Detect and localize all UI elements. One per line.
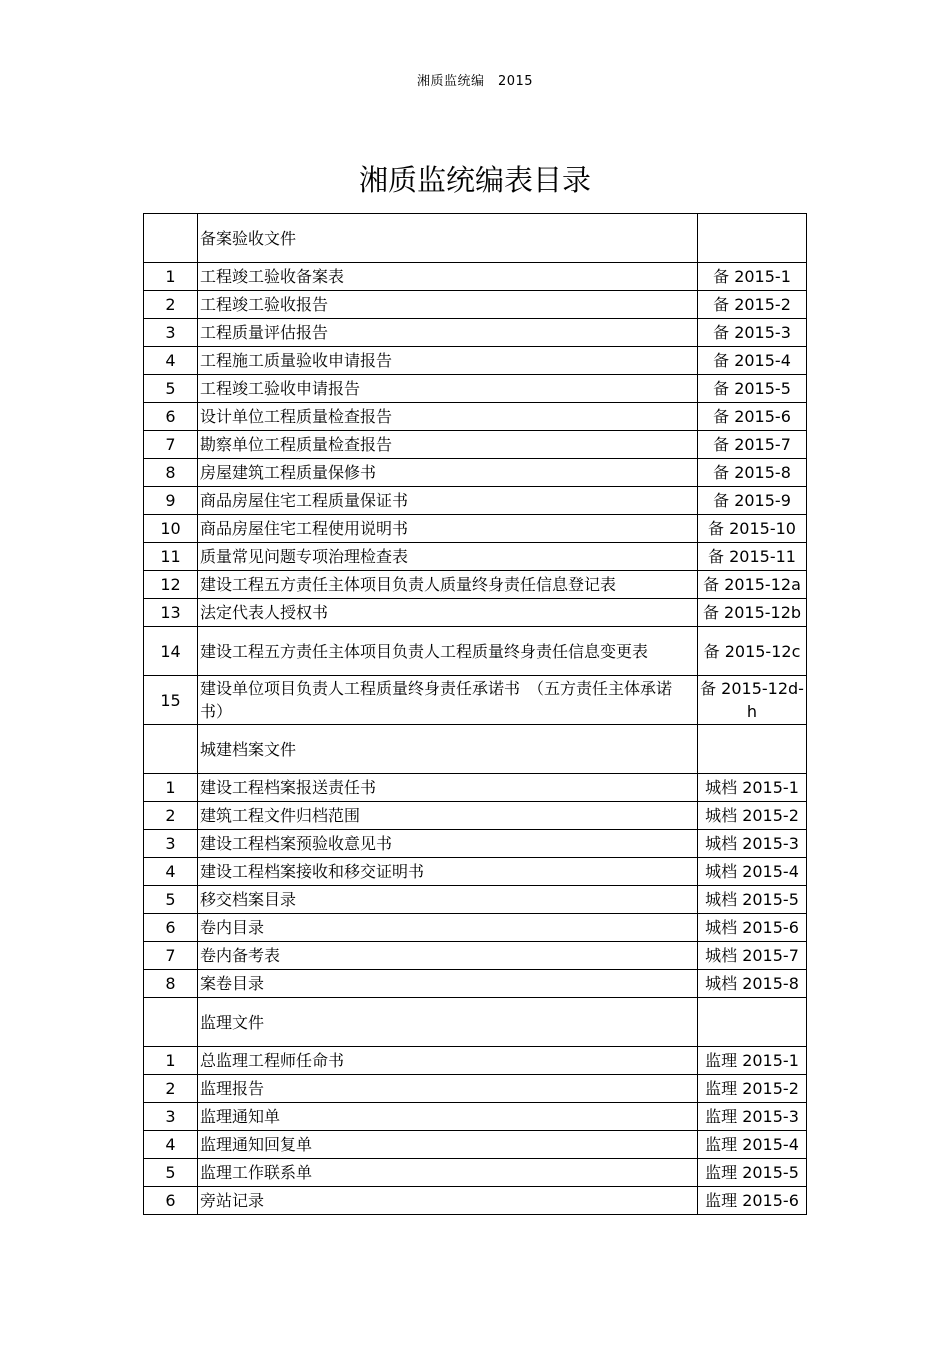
form-name: 监理工作联系单	[198, 1159, 698, 1187]
form-name: 工程质量评估报告	[198, 319, 698, 347]
form-name: 建设工程档案接收和移交证明书	[198, 858, 698, 886]
row-number: 14	[144, 627, 198, 676]
form-code: 备 2015-5	[698, 375, 807, 403]
row-number: 2	[144, 802, 198, 830]
form-name: 质量常见问题专项治理检查表	[198, 543, 698, 571]
table-row	[144, 347, 807, 375]
row-number: 6	[144, 403, 198, 431]
table-row	[144, 774, 807, 802]
form-name: 建设工程五方责任主体项目负责人工程质量终身责任信息变更表	[198, 627, 698, 676]
row-number: 10	[144, 515, 198, 543]
row-number: 11	[144, 543, 198, 571]
row-number: 2	[144, 291, 198, 319]
form-code: 城档 2015-3	[698, 830, 807, 858]
form-code: 城档 2015-2	[698, 802, 807, 830]
table-row	[144, 942, 807, 970]
form-code: 备 2015-6	[698, 403, 807, 431]
form-name: 工程竣工验收备案表	[198, 263, 698, 291]
form-name: 卷内目录	[198, 914, 698, 942]
form-name: 建设单位项目负责人工程质量终身责任承诺书 （五方责任主体承诺书）	[198, 676, 698, 725]
row-number: 3	[144, 1103, 198, 1131]
row-number: 12	[144, 571, 198, 599]
table-row	[144, 319, 807, 347]
form-code: 监理 2015-3	[698, 1103, 807, 1131]
table-row	[144, 886, 807, 914]
table-row	[144, 830, 807, 858]
form-code: 备 2015-7	[698, 431, 807, 459]
form-code: 城档 2015-1	[698, 774, 807, 802]
row-number: 4	[144, 347, 198, 375]
form-name: 建设工程五方责任主体项目负责人质量终身责任信息登记表	[198, 571, 698, 599]
form-name: 建设工程档案预验收意见书	[198, 830, 698, 858]
form-code: 城档 2015-6	[698, 914, 807, 942]
form-code: 备 2015-2	[698, 291, 807, 319]
form-name: 工程施工质量验收申请报告	[198, 347, 698, 375]
row-number: 3	[144, 830, 198, 858]
table-row	[144, 263, 807, 291]
form-name: 法定代表人授权书	[198, 599, 698, 627]
form-code: 备 2015-9	[698, 487, 807, 515]
form-name: 房屋建筑工程质量保修书	[198, 459, 698, 487]
form-name: 移交档案目录	[198, 886, 698, 914]
section-code-cell	[698, 214, 807, 263]
row-number: 7	[144, 942, 198, 970]
form-name: 卷内备考表	[198, 942, 698, 970]
table-row	[144, 627, 807, 676]
form-name: 监理通知单	[198, 1103, 698, 1131]
row-number: 8	[144, 459, 198, 487]
form-code: 监理 2015-1	[698, 1047, 807, 1075]
form-name: 商品房屋住宅工程使用说明书	[198, 515, 698, 543]
form-name: 勘察单位工程质量检查报告	[198, 431, 698, 459]
table-row	[144, 858, 807, 886]
section-heading: 监理文件	[198, 998, 698, 1047]
row-number: 8	[144, 970, 198, 998]
document-title: 湘质监统编表目录	[358, 163, 591, 197]
table-row	[144, 914, 807, 942]
form-code: 城档 2015-5	[698, 886, 807, 914]
table-row	[144, 487, 807, 515]
row-number: 9	[144, 487, 198, 515]
table-row	[144, 431, 807, 459]
table-row	[144, 1131, 807, 1159]
form-code: 城档 2015-4	[698, 858, 807, 886]
form-code: 监理 2015-5	[698, 1159, 807, 1187]
row-number: 5	[144, 1159, 198, 1187]
section-code-cell	[698, 725, 807, 774]
form-code: 监理 2015-6	[698, 1187, 807, 1215]
form-code: 备 2015-3	[698, 319, 807, 347]
row-number: 4	[144, 1131, 198, 1159]
page-header: 湘质监统编 2015	[416, 74, 534, 89]
form-name: 监理报告	[198, 1075, 698, 1103]
form-code: 备 2015-12b	[698, 599, 807, 627]
section-heading: 备案验收文件	[198, 214, 698, 263]
table-row	[144, 1159, 807, 1187]
toc-body	[144, 214, 807, 1215]
row-number: 1	[144, 1047, 198, 1075]
section-number-cell	[144, 998, 198, 1047]
table-row	[144, 375, 807, 403]
row-number: 15	[144, 676, 198, 725]
row-number: 6	[144, 1187, 198, 1215]
row-number: 3	[144, 319, 198, 347]
table-row	[144, 802, 807, 830]
table-row	[144, 1075, 807, 1103]
table-row	[144, 515, 807, 543]
form-name: 建筑工程文件归档范围	[198, 802, 698, 830]
row-number: 4	[144, 858, 198, 886]
table-row	[144, 970, 807, 998]
row-number: 1	[144, 263, 198, 291]
table-row	[144, 459, 807, 487]
form-code: 备 2015-10	[698, 515, 807, 543]
table-row	[144, 543, 807, 571]
form-name: 工程竣工验收报告	[198, 291, 698, 319]
table-row	[144, 571, 807, 599]
section-heading: 城建档案文件	[198, 725, 698, 774]
section-number-cell	[144, 214, 198, 263]
table-row	[144, 599, 807, 627]
table-row	[144, 1187, 807, 1215]
form-code: 备 2015-1	[698, 263, 807, 291]
form-code: 备 2015-12d-h	[698, 676, 807, 725]
form-code: 监理 2015-4	[698, 1131, 807, 1159]
form-code: 备 2015-12c	[698, 627, 807, 676]
form-name: 总监理工程师任命书	[198, 1047, 698, 1075]
form-code: 城档 2015-7	[698, 942, 807, 970]
toc-table	[143, 213, 807, 1215]
section-number-cell	[144, 725, 198, 774]
form-code: 备 2015-12a	[698, 571, 807, 599]
form-code: 备 2015-4	[698, 347, 807, 375]
form-name: 建设工程档案报送责任书	[198, 774, 698, 802]
section-header-row	[144, 998, 807, 1047]
row-number: 5	[144, 375, 198, 403]
form-code: 城档 2015-8	[698, 970, 807, 998]
table-row	[144, 1103, 807, 1131]
form-name: 工程竣工验收申请报告	[198, 375, 698, 403]
table-row	[144, 403, 807, 431]
table-row	[144, 291, 807, 319]
form-name: 案卷目录	[198, 970, 698, 998]
form-code: 备 2015-8	[698, 459, 807, 487]
section-code-cell	[698, 998, 807, 1047]
row-number: 5	[144, 886, 198, 914]
form-name: 旁站记录	[198, 1187, 698, 1215]
section-header-row	[144, 725, 807, 774]
form-name: 设计单位工程质量检查报告	[198, 403, 698, 431]
table-row	[144, 1047, 807, 1075]
row-number: 1	[144, 774, 198, 802]
row-number: 6	[144, 914, 198, 942]
section-header-row	[144, 214, 807, 263]
table-row	[144, 676, 807, 725]
form-name: 商品房屋住宅工程质量保证书	[198, 487, 698, 515]
row-number: 2	[144, 1075, 198, 1103]
row-number: 7	[144, 431, 198, 459]
form-code: 备 2015-11	[698, 543, 807, 571]
row-number: 13	[144, 599, 198, 627]
form-code: 监理 2015-2	[698, 1075, 807, 1103]
form-name: 监理通知回复单	[198, 1131, 698, 1159]
